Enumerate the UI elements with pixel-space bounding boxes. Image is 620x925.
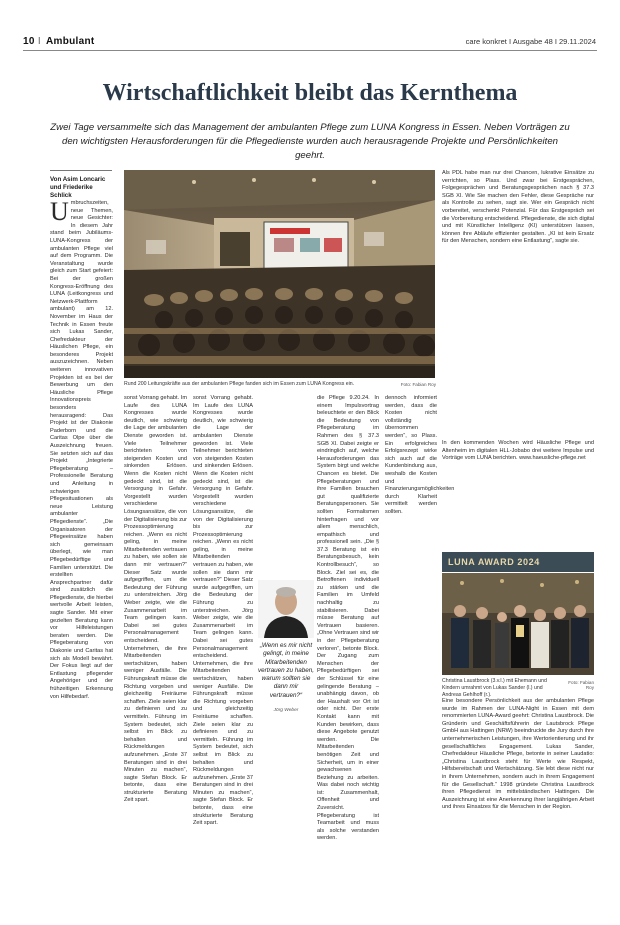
article-note: In den kommenden Wochen wird Häusliche Pflege und Altenheim im digitalen HLL-Jobabo drei weitere Impulse und Vorträge vom LUNA berichten. www.haeusliche-pflege.net — [442, 440, 594, 462]
conference-photo — [124, 170, 435, 378]
pull-quote-author: Jörg Weber — [273, 708, 299, 713]
main-photo-caption: Rund 200 Leitungskräfte aus der ambulanten Pflege fanden sich im Essen zum LUNA Kongress ein. — [124, 381, 355, 387]
pull-quote: „Wenn es mir nicht gelingt, in meine Mitarbeitenden vertrauen zu haben, warum sollten sie dann mir vertrauen?“ — [258, 642, 315, 699]
conference-hall-image — [124, 170, 435, 378]
section-name: Ambulant — [46, 36, 95, 47]
article-column-2: sonst Vorrang gehabt. Im Laufe des LUNA Kongresses wurde deutlich, wie schwierig die Lage der ambulanten Dienste geworden ist. Viele Teilnehmer berichteten von steigenden Kosten und sinkenden Erlösen. Wenn die Kosten nicht gedeckt sind, ist die Versorgung in Gefahr. Vorgestellt wurden verschiedene Lösungsansätze, die von der Digitalisierung bis zur Prozessoptimierung reichen. „Wenn es nicht geling, in meine Mitarbeitenden vertrauen zu haben, wie sollen sie dann mir vertrauen?“ Dieser Satz wurde aufgegriffen, um die Bedeutung der Führung zu unterstreichen. Jörg Weber zeigte, wie die Zusammenarbeit im Team gelingen kann. Dabei sei gutes Personalmanagement entscheidend. Unternehmen, die ihre Mitarbeitenden wertschätzen, haben weniger Ausfälle. Die Führungskraft müsse die Richtung vorgeben und gleichzeitig Freiräume schaffen. Ziele seien klar zu definieren und zu vermitteln. Führung im System bedeutet, sich selbst im Blick zu behalten und Rückmeldungen aufzunehmen. „Erste 37 Beratungen sind in drei Minuten zu machen“, sagte Stefan Block. Er betonte, dass eine strukturierte Beratung Zeit spart. — [124, 395, 187, 804]
column-1-text: mbruchszeiten, neue Themen, neue Gesichter: In diesem Jahr stand beim Jubiläums-LUNA-Kongress der ambulanten Pflege viel auf dem Programm. Die Veranstaltung wurde gleich zum Start gefeiert: Bei der großen Kongress-Eröffnung des LUNA (Leitkongress und Netzwerk-Plattform ambulant) am 12. November im Haus der Technik in Essen freute sich Lukas Sander, Chefredakteur der Häuslichen Pflege, ein besonderes Projekt auszuzeichnen. Neben weiteren innovativen Projekten ist es bei der Bewerbung um den Häusliche Pflege Innovationspreis besonders herausragend: Das Projekt ist der Diakonie Paderborn und die Caritas Olpe über die Auszeichnung freuen. Sie setzten sich auf das Projekt „Integrierte Pflegeberatung – Professionelle Beratung und Anleitung in schwierigen Pflegesituationen als neue Leistung ambulanter Pflegedienste“. „Die Organisatoren der Pflegeeinsätze haben sich gemeinsam überlegt, wie man Pflegebedürftige und Familien unterstützt. Die erstellten Ansprechpartner dafür sind zusätzlich die Pflegedienste, die hierbei wertvolle Arbeit leisten, sagte Sander. Mit einer gezielten Beratung kann vor Hilfeleistungen beraten werden. Die Pflegeberatung von Diakonie und Caritas hat sich als Modell bewährt. Der Fokus liegt auf der Entlastung pflegender Angehöriger und der frühzeitigen Erkennung von Hilfebedarf. — [50, 200, 113, 700]
article-column-1 — [50, 197, 113, 890]
award-group-image — [442, 573, 594, 675]
article-column-6 — [442, 170, 594, 432]
main-photo-credit: Foto: Fabian Roy — [400, 382, 436, 387]
speaker-portrait-image — [258, 580, 314, 638]
article-lead: Zwei Tage versammelte sich das Management der ambulanten Pflege zum LUNA Kongress in Essen. Neben Vorträgen zu den wichtigsten Herausforderungen für die Pflegedienste wurden auch herausragende Projekte und Persönlichkeiten geehrt. — [50, 122, 570, 161]
header-separator: I — [37, 36, 41, 47]
page-number: 10 — [23, 36, 35, 47]
award-heading: LUNA AWARD 2024 — [442, 552, 594, 572]
byline: Von Asim Loncaric und Friederike Schlick — [50, 176, 106, 199]
column-5-text: dennoch informiert werden, dass die Kosten nicht vollständig übernommen werden“, so Plass. Ein erfolgreiches Erfolgsrezept wirke sich auch auf die Kundenbindung aus, weshalb die Kosten und Finanzierungsmöglichkeiten durch Klarheit vermittelt werden sollten. — [385, 395, 455, 515]
page-header-left — [23, 36, 95, 47]
article-title: Wirtschaftlichkeit bleibt das Kernthema — [102, 80, 518, 106]
portrait-photo — [258, 580, 314, 638]
article-column-4: die Pflege 9.20.24. In einem Impulsvortrag beleuchtete er den Blick die Bedeutung von Pflegeberatung im Rahmen des § 37.3 SGB XI. Dabei zeigte er eindringlich auf, welche Herausforderungen das System birgt und welche Chancen es bietet. Die Pflegeberatungen und ihre Familien brauchen gut qualifizierte Beratungspersonen. Sie sollten Formalismen hinterfragen und vor allem menschlich, empathisch und professionell sein. „Die § 37.3 Beratung ist ein Beratungsbesuch, kein Kontrollbesuch“, so Block. Ziel sei es, die Betroffenen individuell zu stärken und die Familien im Umfeld nachhaltig zu stabilisieren. Dabei müsse Beratung auf Vertrauen basieren. „Ohne Vertrauen sind wir in der Pflegeberatung verloren“, betonte Block. Der Zugang zum Menschen der Pflegebedürftigen sei der Schlüssel für eine gelingende Beratung – unabhängig davon, ob der Haushalt vor Ort ist oder nicht. Der erste Kontakt kann mit Kunden bewirken, dass diese Angebote genutzt werden. Die Mitarbeitenden benötigen Zeit und Sicherheit, um in einer gewachsenen Beziehung zu arbeiten. Was dabei noch wichtig ist: Zusammenhalt, Offenheit und Zuversicht. Pflegeberatung ist Teamarbeit und muss als solche verstanden werden. — [317, 395, 379, 842]
award-photo-caption: Christina Laustbrock (3.v.l.) mit Ehemann und Kindern umrahmt von Lukas Sander (l.) und Andreas Gehlhoff (r.). — [442, 678, 547, 698]
article-column-7: Eine besondere Persönlichkeit aus der ambulanten Pflege wurde im Rahmen der LUNA-Night in Essen mit dem renommierten LUNA-Award geehrt: Christina Laustbrock. Die Gründerin und Geschäftsführerin der Lautsbrock Pflege GmbH aus Hattingen (NRW) beeindruckte die Jury durch ihre unternehmerischen Leistungen, ihre Wertorientierung und ihr gesellschaftliches Engagement. Lukas Sander, Chefredakteur Häusliche Pflege, betonte in seiner Laudatio: „Christina Laustbrock steht für Werte wie Respekt, Hilfsbereitschaft und Wertschätzung. Sie lebt diese nicht nur in ihrem Unternehmen, sondern auch in ihrem Engagement für die Gesellschaft.“ 1998 gründete Christina Laustbrock ihren Pflegedienst im mittelständischen Hattingen. Die Auszeichnung ist eine Anerkennung ihrer langjährigen Arbeit und ihres Einsatzes für die Menschen in der Region. — [442, 698, 594, 811]
byline-divider — [50, 170, 112, 171]
issue-info: care konkret I Ausgabe 48 I 29.11.2024 — [465, 37, 596, 46]
article-column-3: sonst Vorrang gehabt. Im Laufe des LUNA Kongresses wurde deutlich, wie schwierig die Lage der ambulanten Dienste geworden ist. Viele Teilnehmer berichteten von steigenden Kosten und sinkenden Erlösen. Wenn die Kosten nicht gedeckt sind, ist die Versorgung in Gefahr. Vorgestellt wurden verschiedene Lösungsansätze, die von der Digitalisierung bis zur Prozessoptimierung reichen. „Wenn es nicht geling, in meine Mitarbeitenden vertrauen zu haben, wie sollen sie dann mir vertrauen?“ Dieser Satz wurde aufgegriffen, um die Bedeutung der Führung zu unterstreichen. Jörg Weber zeigte, wie die Zusammenarbeit im Team gelingen kann. Dabei sei gutes Personalmanagement entscheidend. Unternehmen, die ihre Mitarbeitenden wertschätzen, haben weniger Ausfälle. Die Führungskraft müsse die Richtung vorgeben und gleichzeitig Freiräume schaffen. Ziele seien klar zu definieren und zu vermitteln. Führung im System bedeutet, sich selbst im Blick zu behalten und Rückmeldungen aufzunehmen. „Erste 37 Beratungen sind in drei Minuten zu machen“, sagte Stefan Block. Er betonte, dass eine strukturierte Beratung Zeit spart. — [193, 395, 253, 827]
column-6-text: Als PDL habe man nur drei Chancen, lukrative Einsätze zu verrichten, so Plass. Und zwar bei Erstgesprächen, Folgegesprächen und Beratungsgesprächen nach § 37.3 SGB XI. Wie Sie machen den Fehler, diese Gespräche nur als Kontrolle zu sehen, sagt sie. Wer ein Gespräch nicht vorbereitet, verschenkt Potenzial. Für das Erstgespräch sei die Vorbereitung entscheidend. Pflegedienste, die sich digital und mit Künstlicher Intelligenz (KI) unterstützen lassen, können ihre Abläufe effizienter gestalten. „KI ist kein Ersatz für den Menschen, sondern eine Entlastung“, sagte sie. — [442, 170, 594, 245]
award-photo-credit: Foto: Fabian Roy — [568, 680, 594, 690]
drop-cap: U — [50, 197, 69, 226]
article-column-5 — [385, 395, 455, 890]
header-divider — [23, 50, 597, 51]
award-photo — [442, 573, 594, 675]
